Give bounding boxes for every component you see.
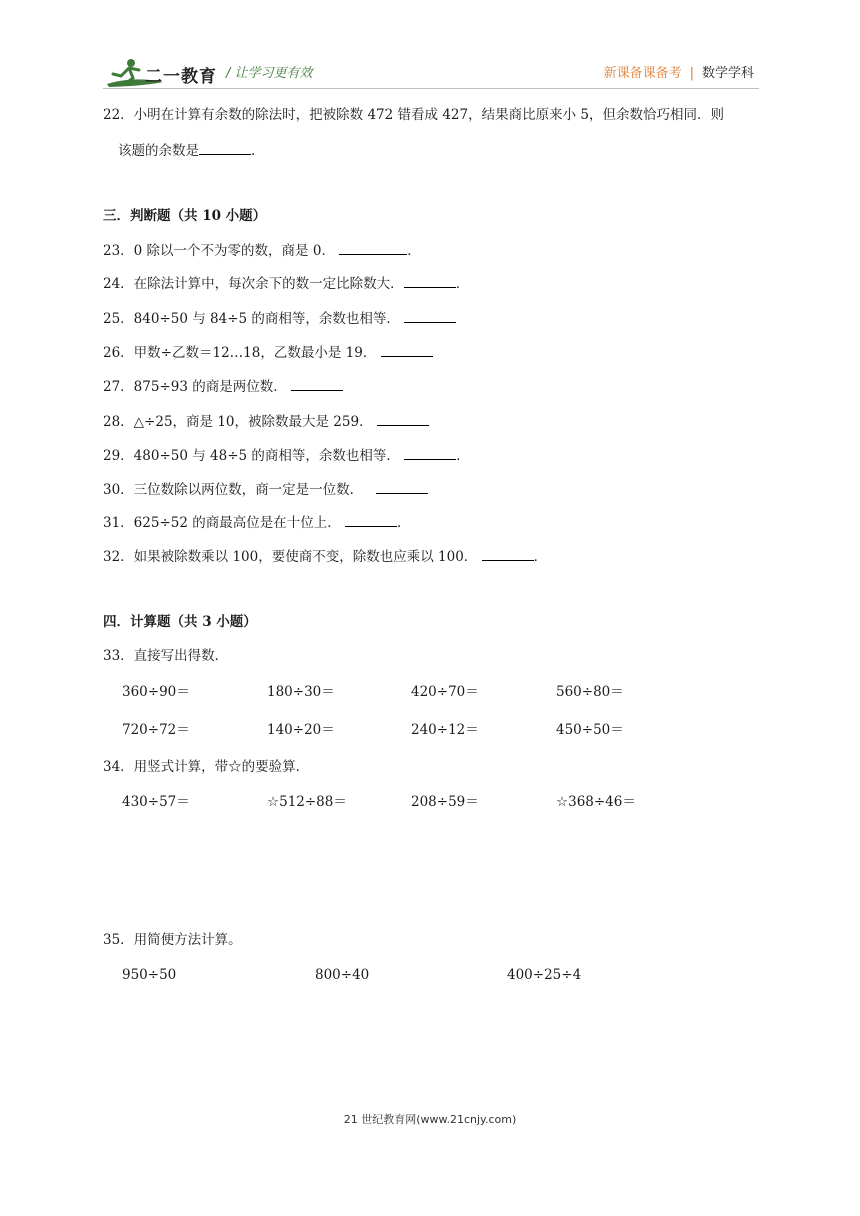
question-23-suffix: ． — [407, 243, 421, 259]
section-4-title: 四．计算题（共 3 小题） — [103, 614, 257, 630]
slogan: / 让学习更有效 — [226, 66, 313, 81]
question-31 — [103, 512, 411, 533]
question-28-text: 28．△÷25，商是 10，被除数最大是 259． — [103, 414, 373, 430]
question-32-text: 32．如果被除数乘以 100，要使商不变，除数也应乘以 100． — [103, 549, 478, 565]
calc-item: 180÷30＝ — [267, 684, 335, 700]
calc-item: 800÷40 — [315, 967, 370, 983]
brand-separator: | — [689, 66, 694, 81]
section-3-title: 三．判断题（共 10 小题） — [103, 208, 267, 224]
question-23 — [103, 240, 421, 261]
question-23-text: 23．0 除以一个不为零的数，商是 0． — [103, 243, 335, 259]
question-22-line2 — [118, 140, 265, 161]
header-divider — [103, 88, 759, 89]
question-31-text: 31．625÷52 的商最高位是在十位上． — [103, 515, 341, 531]
question-28 — [103, 411, 429, 432]
question-26-text: 26．甲数÷乙数＝12…18，乙数最小是 19． — [103, 345, 377, 361]
calc-item: 240÷12＝ — [411, 722, 479, 738]
question-33-title: 33．直接写出得数． — [103, 648, 229, 664]
answer-blank[interactable] — [404, 273, 456, 288]
calc-item: 360÷90＝ — [122, 684, 190, 700]
calc-item: 420÷70＝ — [411, 684, 479, 700]
answer-blank[interactable] — [199, 140, 251, 155]
answer-blank[interactable] — [482, 546, 534, 561]
answer-blank[interactable] — [376, 479, 428, 494]
question-27-text: 27．875÷93 的商是两位数． — [103, 379, 287, 395]
calc-item: 400÷25÷4 — [507, 967, 582, 983]
question-35-title: 35．用简便方法计算。 — [103, 932, 242, 948]
question-31-suffix: ． — [397, 515, 411, 531]
question-26 — [103, 342, 433, 363]
question-24-suffix: ． — [455, 276, 470, 292]
page-header — [0, 0, 860, 100]
question-30 — [103, 479, 428, 500]
question-32-suffix: ． — [533, 549, 548, 565]
calc-item: 208÷59＝ — [411, 794, 479, 810]
question-27 — [103, 376, 343, 397]
calc-item: 720÷72＝ — [122, 722, 190, 738]
question-30-text: 30．三位数除以两位数，商一定是一位数． — [103, 482, 364, 498]
calc-item: 560÷80＝ — [556, 684, 624, 700]
brand-title — [604, 62, 754, 81]
question-24 — [103, 273, 469, 294]
page-footer: 21 世纪教育网(www.21cnjy.com) — [343, 1113, 517, 1126]
question-32 — [103, 546, 547, 567]
answer-blank[interactable] — [404, 445, 456, 460]
calc-item: ☆512÷88＝ — [267, 794, 347, 810]
answer-blank[interactable] — [291, 376, 343, 391]
question-22-prefix: 该题的余数是 — [118, 143, 199, 159]
answer-blank[interactable] — [381, 342, 433, 357]
question-24-text: 24．在除法计算中，每次余下的数一定比除数大． — [103, 276, 404, 292]
calc-item: 430÷57＝ — [122, 794, 190, 810]
question-25-text: 25．840÷50 与 84÷5 的商相等，余数也相等． — [103, 311, 400, 327]
answer-blank[interactable] — [377, 411, 429, 426]
question-34-title: 34．用竖式计算，带☆的要验算． — [103, 759, 310, 775]
question-22-line1: 22．小明在计算有余数的除法时，把被除数 472 错看成 427，结果商比原来小 5，但余数恰巧相同．则 — [103, 107, 724, 123]
calc-item: 450÷50＝ — [556, 722, 624, 738]
calc-item: ☆368÷46＝ — [556, 794, 636, 810]
question-22-suffix: ． — [251, 143, 265, 159]
answer-blank[interactable] — [339, 240, 407, 255]
brand-right: 数学学科 — [701, 66, 754, 81]
question-25 — [103, 308, 456, 329]
logo-text: 二一教育 — [145, 67, 217, 87]
question-29-suffix: ． — [456, 448, 470, 464]
answer-blank[interactable] — [404, 308, 456, 323]
calc-item: 950÷50 — [122, 967, 177, 983]
calc-item: 140÷20＝ — [267, 722, 335, 738]
question-29 — [103, 445, 470, 466]
brand-left: 新课备课备考 — [603, 66, 682, 81]
question-29-text: 29．480÷50 与 48÷5 的商相等，余数也相等． — [103, 448, 400, 464]
answer-blank[interactable] — [345, 512, 397, 527]
